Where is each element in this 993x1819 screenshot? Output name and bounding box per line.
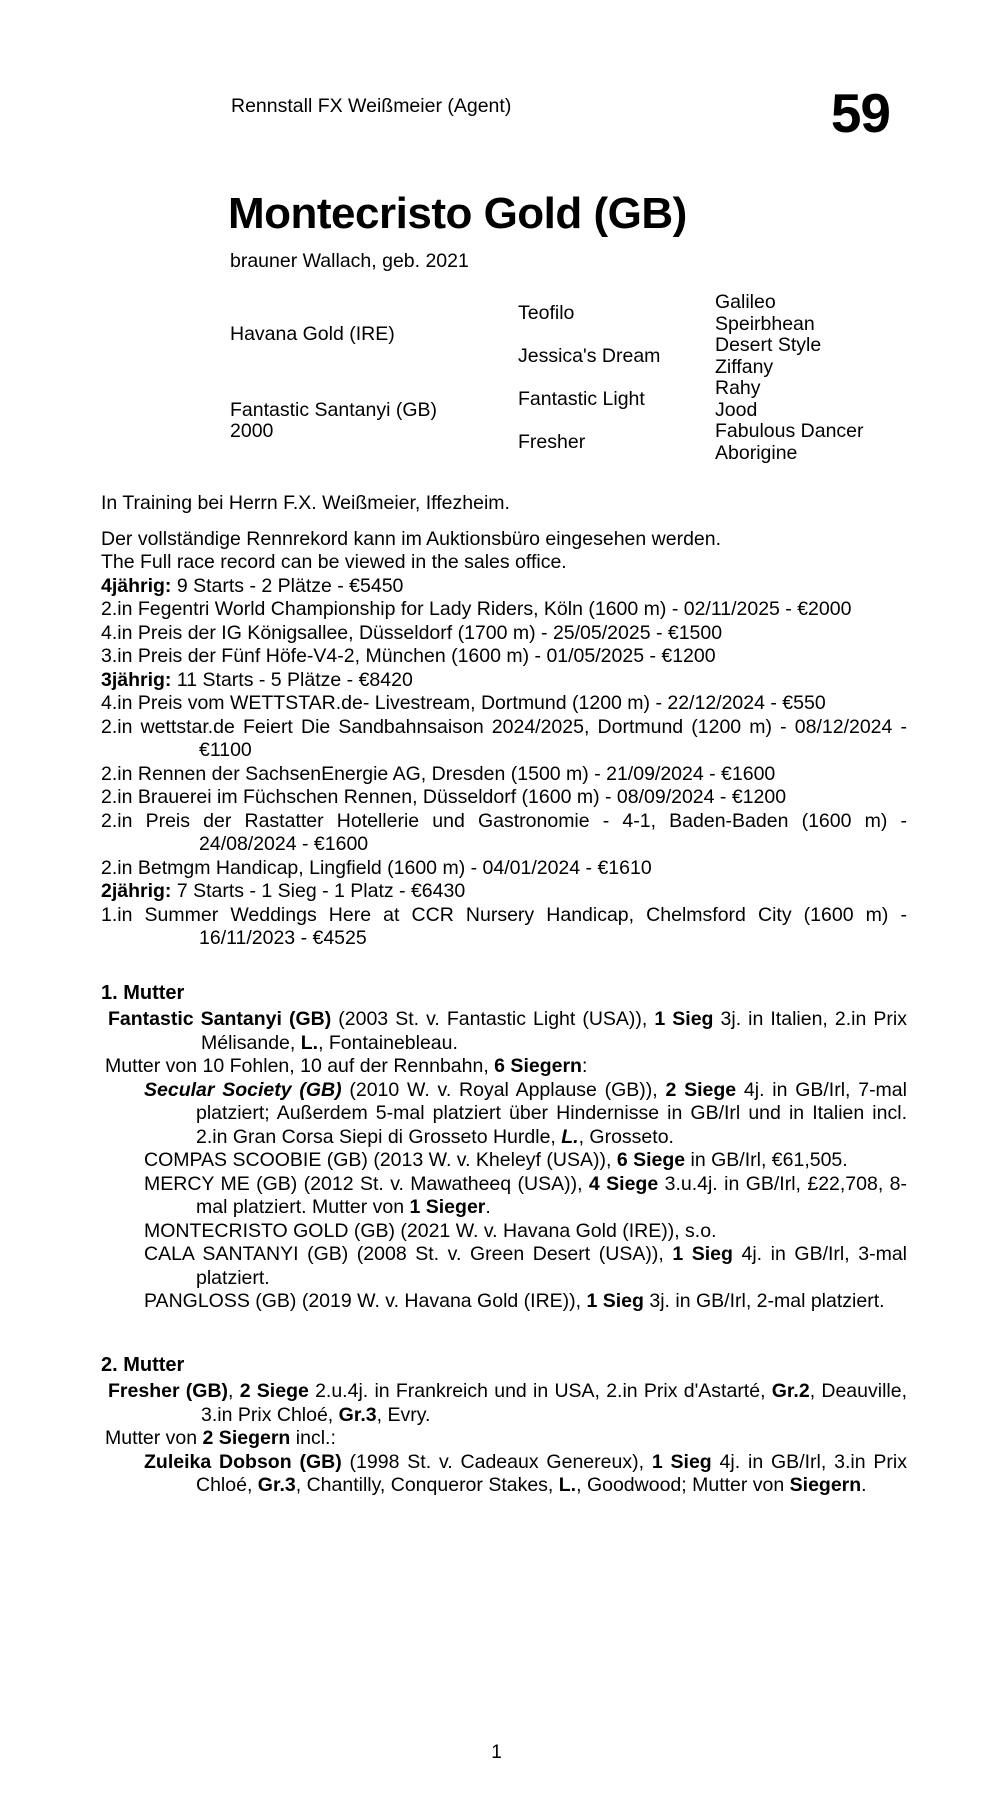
record-note-de: Der vollständige Rennrekord kann im Auktionsbüro eingesehen werden. — [101, 527, 722, 550]
race-record-entry: 2jährig: 7 Starts - 1 Sieg - 1 Platz - €6430 — [101, 880, 466, 902]
race-record-entry: 2.in Betmgm Handicap, Lingfield (1600 m) - 04/01/2024 - €1610 — [101, 856, 652, 879]
lot-number: 59 — [830, 82, 890, 144]
horse-name-title: Montecristo Gold (GB) — [228, 189, 687, 238]
consignor-line: Rennstall FX Weißmeier (Agent) — [231, 95, 512, 117]
page-number: 1 — [491, 1742, 502, 1763]
produce-note: Mutter von 10 Fohlen, 10 auf der Rennbahn, 6 Siegern: — [105, 1055, 588, 1077]
pedigree-great-grandparent: Jood — [715, 398, 758, 421]
pedigree-great-grandparent: Aborigine — [715, 441, 798, 464]
race-record-list — [101, 575, 907, 951]
race-record-entry: 2.in Rennen der SachsenEnergie AG, Dresden (1500 m) - 21/09/2024 - €1600 — [101, 762, 776, 785]
progeny-entry: CALA SANTANYI (GB) (2008 St. v. Green Desert (USA)), 1 Sieg 4j. in GB/Irl, 3-mal platziert. — [144, 1243, 907, 1289]
progeny-entry: Zuleika Dobson (GB) (1998 St. v. Cadeaux Genereux), 1 Sieg 4j. in GB/Irl, 3.in Prix Chloé, Gr.3, Chantilly, Conqueror Stakes, L., Goodwood; Mutter von Siegern. — [144, 1450, 907, 1496]
pedigree-grandparent: Fresher — [518, 431, 586, 453]
race-record-entry: 3.in Preis der Fünf Höfe-V4-2, München (1600 m) - 01/05/2025 - €1200 — [101, 645, 716, 667]
pedigree-parent: Fantastic Santanyi (GB) 2000 — [230, 398, 437, 442]
race-record-entry: 2.in Fegentri World Championship for Lady Riders, Köln (1600 m) - 02/11/2025 - €2000 — [101, 598, 852, 620]
record-note-en: The Full race record can be viewed in the sales office. — [101, 551, 567, 573]
family-sections — [101, 982, 907, 1498]
dam-description: Fresher (GB), 2 Siege 2.u.4j. in Frankreich und in USA, 2.in Prix d'Astarté, Gr.2, Deauville, 3.in Prix Chloé, Gr.3, Evry. — [108, 1380, 907, 1426]
family-section — [101, 982, 907, 1314]
produce-note: Mutter von 2 Siegern incl.: — [105, 1427, 336, 1449]
pedigree-grandparent: Teofilo — [518, 302, 575, 324]
progeny-entry: COMPAS SCOOBIE (GB) (2013 W. v. Kheleyf (USA)), 6 Siege in GB/Irl, €61,505. — [144, 1149, 848, 1171]
family-section — [101, 1354, 907, 1498]
pedigree-great-grandparent: Galileo — [715, 291, 776, 313]
pedigree-parent: Havana Gold (IRE) — [230, 323, 395, 346]
race-record-entry: 3jährig: 11 Starts - 5 Plätze - €8420 — [101, 668, 413, 691]
progeny-entry: Secular Society (GB) (2010 W. v. Royal Applause (GB)), 2 Siege 4j. in GB/Irl, 7-mal platziert; Außerdem 5-mal platziert über Hindernisse in GB/Irl und in Italien incl. 2.in Gran Corsa Siepi di Grosseto Hurdle, L., Grosseto. — [144, 1078, 907, 1148]
pedigree-table — [230, 292, 970, 464]
family-heading: 1. Mutter — [101, 981, 185, 1004]
race-record-entry: 2.in Preis der Rastatter Hotellerie und Gastronomie - 4-1, Baden-Baden (1600 m) - 24/08/2024 - €1600 — [101, 809, 907, 855]
race-record-entry: 1.in Summer Weddings Here at CCR Nursery Handicap, Chelmsford City (1600 m) - 16/11/2023 - €4525 — [101, 903, 907, 949]
race-record-entry: 2.in wettstar.de Feiert Die Sandbahnsaison 2024/2025, Dortmund (1200 m) - 08/12/2024 - €1100 — [101, 715, 907, 761]
pedigree-great-grandparent: Fabulous Dancer — [715, 420, 864, 442]
race-record-entry: 4.in Preis vom WETTSTAR.de- Livestream, Dortmund (1200 m) - 22/12/2024 - €550 — [101, 692, 826, 714]
horse-description: brauner Wallach, geb. 2021 — [230, 250, 469, 272]
progeny-entry: PANGLOSS (GB) (2019 W. v. Havana Gold (IRE)), 1 Sieg 3j. in GB/Irl, 2-mal platziert. — [144, 1290, 885, 1312]
family-heading: 2. Mutter — [101, 1353, 185, 1376]
pedigree-great-grandparent: Ziffany — [715, 355, 774, 378]
pedigree-great-grandparent: Speirbhean — [715, 312, 815, 335]
race-record-entry: 2.in Brauerei im Füchschen Rennen, Düsseldorf (1600 m) - 08/09/2024 - €1200 — [101, 786, 787, 808]
pedigree-grandparent: Fantastic Light — [518, 388, 645, 410]
training-note: In Training bei Herrn F.X. Weißmeier, Iffezheim. — [101, 492, 510, 514]
pedigree-grandparent: Jessica's Dream — [518, 345, 661, 367]
race-record-entry: 4.in Preis der IG Königsallee, Düsseldorf (1700 m) - 25/05/2025 - €1500 — [101, 621, 723, 644]
pedigree-great-grandparent: Rahy — [715, 377, 761, 399]
race-record-entry: 4jährig: 9 Starts - 2 Plätze - €5450 — [101, 574, 404, 597]
pedigree-great-grandparent: Desert Style — [715, 334, 822, 356]
progeny-entry: MERCY ME (GB) (2012 St. v. Mawatheeq (USA)), 4 Siege 3.u.4j. in GB/Irl, £22,708, 8-mal platziert. Mutter von 1 Sieger. — [144, 1172, 907, 1218]
progeny-entry: MONTECRISTO GOLD (GB) (2021 W. v. Havana Gold (IRE)), s.o. — [144, 1219, 717, 1242]
dam-description: Fantastic Santanyi (GB) (2003 St. v. Fantastic Light (USA)), 1 Sieg 3j. in Italien, 2.in Prix Mélisande, L., Fontainebleau. — [108, 1008, 907, 1054]
catalog-body — [101, 492, 907, 1498]
